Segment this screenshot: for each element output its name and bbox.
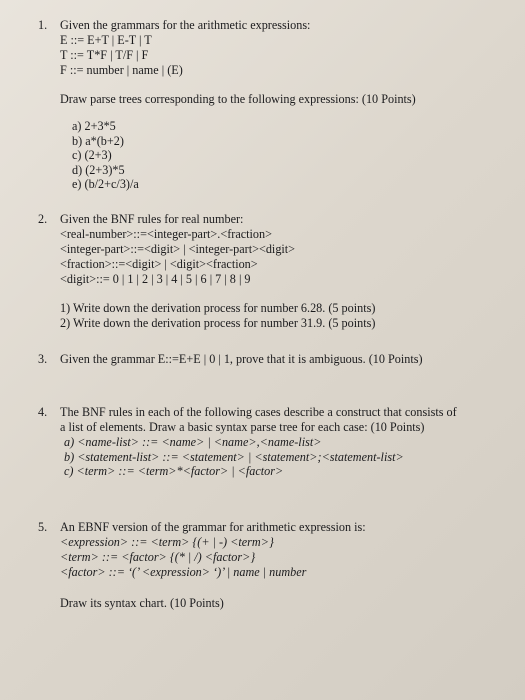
question-text: Given the grammar E::=E+E | 0 | 1, prove that it is ambiguous. (10 Points) <box>60 352 423 366</box>
question-4 <box>38 405 508 479</box>
list-item: a) 2+3*5 <box>72 119 116 133</box>
question-2 <box>38 212 508 331</box>
question-intro: Given the grammars for the arithmetic expressions: <box>60 18 311 32</box>
question-5 <box>38 520 508 611</box>
grammar-rule: T ::= T*F | T/F | F <box>60 48 149 62</box>
question-number: 2. <box>38 212 48 226</box>
grammar-rule: <factor> ::= ‘(’ <expression> ‘)’ | name | number <box>60 565 307 579</box>
grammar-rule: <digit>::= 0 | 1 | 2 | 3 | 4 | 5 | 6 | 7 | 8 | 9 <box>60 272 251 286</box>
grammar-rule: <term> ::= <factor> {(* | /) <factor>} <box>60 550 256 564</box>
list-item: b) a*(b+2) <box>72 133 124 148</box>
grammar-rule: F ::= number | name | (E) <box>60 63 183 77</box>
grammar-rule: <fraction>::=<digit> | <digit><fraction> <box>60 257 258 271</box>
grammar-rule: E ::= E+T | E-T | T <box>60 33 152 47</box>
list-item: a) <name-list> ::= <name> | <name>,<name-list> <box>64 435 322 449</box>
question-3 <box>38 352 508 367</box>
list-item: c) <term> ::= <term>*<factor> | <factor> <box>64 464 284 478</box>
question-instruction: Draw its syntax chart. (10 Points) <box>60 596 224 610</box>
question-intro: Given the BNF rules for real number: <box>60 212 244 226</box>
question-number: 4. <box>38 405 48 419</box>
grammar-rule: <expression> ::= <term> {(+ | -) <term>} <box>60 535 274 549</box>
list-item: b) <statement-list> ::= <statement> | <statement>;<statement-list> <box>64 449 404 464</box>
grammar-rule: <real-number>::=<integer-part>.<fraction> <box>60 227 272 241</box>
question-intro: a list of elements. Draw a basic syntax parse tree for each case: (10 Points) <box>60 420 425 434</box>
list-item: 1) Write down the derivation process for number 6.28. (5 points) <box>60 301 376 315</box>
list-item: c) (2+3) <box>72 148 112 162</box>
question-number: 5. <box>38 520 48 534</box>
question-1 <box>38 18 508 192</box>
question-number: 3. <box>38 352 48 366</box>
question-intro: The BNF rules in each of the following cases describe a construct that consists of <box>60 405 457 419</box>
question-number: 1. <box>38 18 48 32</box>
list-item: e) (b/2+c/3)/a <box>72 177 139 191</box>
list-item: 2) Write down the derivation process for number 31.9. (5 points) <box>60 316 376 330</box>
question-instruction: Draw parse trees corresponding to the following expressions: (10 Points) <box>60 92 416 106</box>
question-intro: An EBNF version of the grammar for arithmetic expression is: <box>60 520 366 534</box>
list-item: d) (2+3)*5 <box>72 162 125 177</box>
grammar-rule: <integer-part>::=<digit> | <integer-part><digit> <box>60 242 296 256</box>
